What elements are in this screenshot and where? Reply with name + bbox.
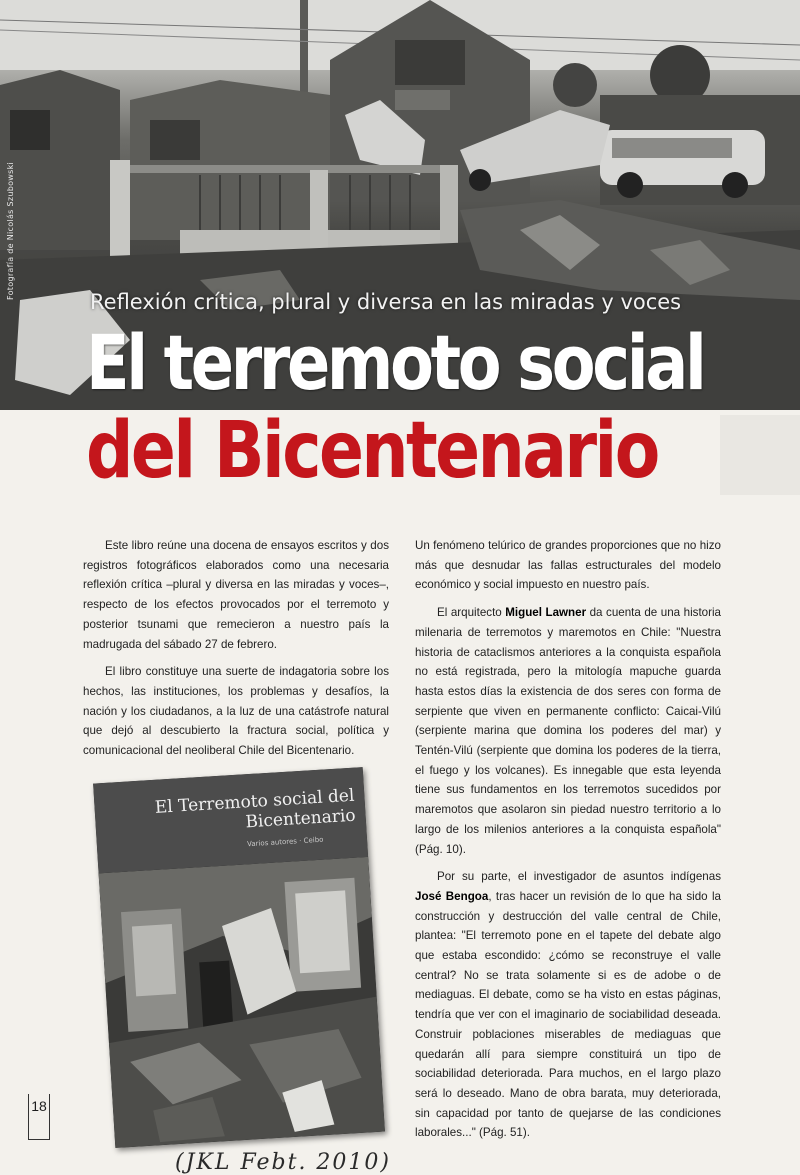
book-cover-header (93, 767, 368, 873)
author-name-lawner: Miguel Lawner (505, 606, 587, 620)
book-cover-title: El Terremoto social del Bicentenario (154, 785, 357, 833)
right-paragraph-1: Un fenómeno telúrico de grandes proporciones que no hizo más que desnudar las fallas estructurales del modelo económico y social impuesto en nuestro país. (415, 539, 721, 592)
article-kicker: Reflexión crítica, plural y diversa en las miradas y voces (90, 290, 682, 314)
left-paragraph-2: El libro constituye una suerte de indagatoria sobre los hechos, las instituciones, los problemas y desafíos, la nación y los ciudadanos, a la luz de una catástrofe natural que dejó al descubierto la fractura social, política y comunicacional del neoliberal Chile del Bicentenario. (83, 665, 389, 758)
book-cover (93, 767, 385, 1148)
left-column (83, 536, 389, 769)
right-paragraph-2 (415, 603, 721, 859)
headline-line-2: del Bicentenario (86, 406, 658, 496)
text-run: Por su parte, el investigador de asuntos indígenas (437, 870, 721, 884)
text-run: El arquitecto (437, 606, 506, 620)
book-cover-author: Varios autores · Ceibo (246, 835, 324, 849)
scan-artifact (720, 415, 800, 495)
handwritten-note: (JKL Febt. 2010) (175, 1150, 392, 1175)
right-paragraph-3 (415, 867, 721, 1143)
left-paragraph-1: Este libro reúne una docena de ensayos escritos y dos registros fotográficos elaborados como una necesaria reflexión crítica –plural y diversa en las miradas y voces–, respecto de los efectos provocados por el terremoto y posterior tsunami que remecieron a nuestro país la madrugada del sábado 27 de febrero. (83, 539, 389, 651)
hero-photo (0, 0, 800, 410)
book-cover-photo (99, 857, 385, 1148)
right-column (415, 536, 721, 1151)
author-name-bengoa: José Bengoa (415, 889, 489, 903)
headline-line-1: El terremoto social (86, 318, 704, 407)
page-number: 18 (28, 1094, 50, 1140)
photo-credit: Fotografía de Nicolás Szubowski (6, 161, 15, 300)
text-run: , tras hacer un revisión de lo que ha sido la construcción y destrucción del valle central de Chile, plantea: "El terremoto pone en el tapete del debate algo que estaba escondido: ¿cómo se reconstruye el valle central? No se trata solamente si es de adobe o de mediaguas. El debate, como se ha visto en estas páginas, tendría que ver con el imaginario de sociabilidad deseada. Construir poblaciones miserables de mediaguas que quedarán allí para siempre constituirá un tipo de sociabilidad deteriorada. Para muchos, en el largo plazo será lo deseado. Mano de obra barata, muy deteriorada, sin capacidad por tanto de quejarse de las condiciones laborales..." (Pág. 51). (415, 889, 721, 1140)
text-run: da cuenta de una historia milenaria de terremotos y maremotos en Chile: "Nuestra historia de cataclismos anteriores a la conquista española no está registrada, pero la mitología mapuche guarda hasta estos días la existencia de dos seres con forma de serpiente que viven en permanente conflicto: Caicai-Vilú (serpiente marina que domina los poderes del mar) y Tentén-Vilú (serpiente que domina los poderes de la tierra, el fuego y los volcanes). Es innegable que esta leyenda tiene sus fundamentos en los terremotos sucedidos por maremotos que asolaron sin piedad nuestro territorio a lo largo de los milenios anteriores a la conquista española" (Pág. 10). (415, 606, 721, 856)
